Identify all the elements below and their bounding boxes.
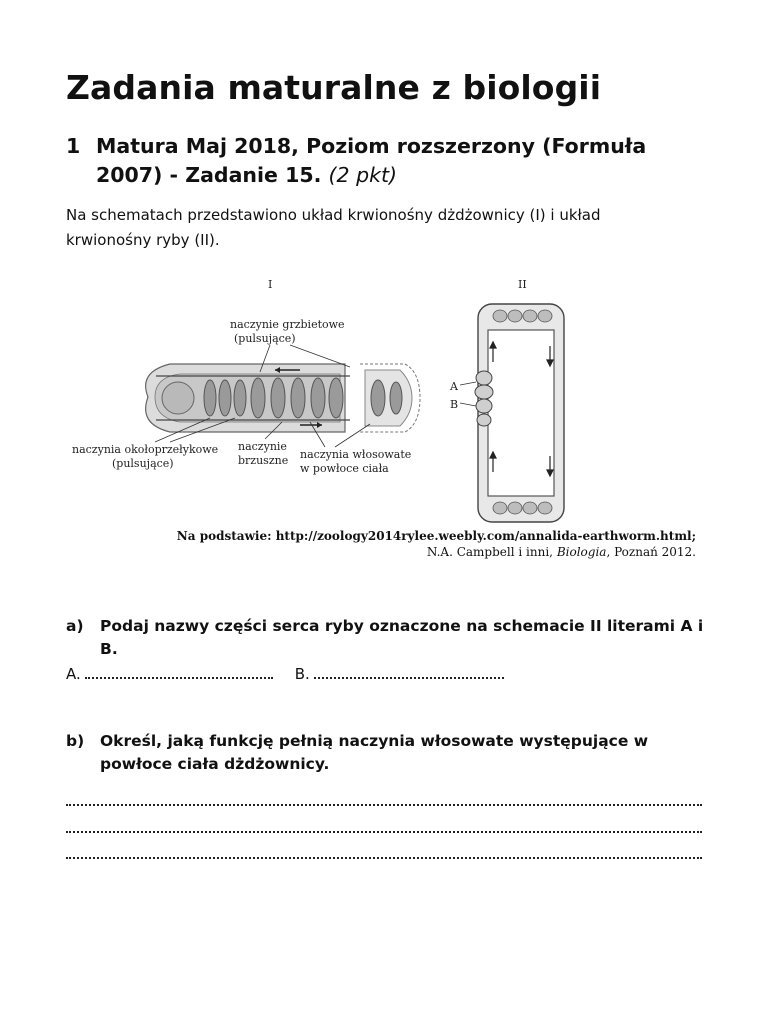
source-authors: N.A. Campbell i inni,: [426, 545, 553, 559]
label-capillaries-1: naczynia włosowate: [300, 448, 412, 461]
answer-line[interactable]: [66, 831, 702, 833]
source-line-2: [177, 544, 696, 560]
task-heading-title: Matura Maj 2018, Poziom rozszerzony (Formuła 2007) - Zadanie 15.: [96, 134, 647, 187]
answer-line[interactable]: [66, 857, 702, 859]
question-b-letter: b): [66, 732, 85, 750]
fish-circulation: [460, 304, 564, 522]
question-a: [66, 615, 706, 661]
answer-A: [66, 663, 273, 683]
label-ventral-2: brzuszne: [238, 454, 289, 467]
figure-source: [177, 528, 696, 560]
source-publisher: , Poznań 2012.: [606, 545, 696, 559]
label-heart-A: A: [450, 380, 458, 393]
label-peripharyngeal: naczynia okołoprzełykowe: [72, 443, 219, 456]
label-heart-B: B: [450, 398, 459, 411]
label-dorsal-note: (pulsujące): [234, 332, 296, 345]
diagram-svg: [60, 272, 710, 564]
source-line-1: Na podstawie: http://zoology2014rylee.weebly.com/annalida-earthworm.html;: [176, 529, 696, 543]
circulatory-diagram: [60, 272, 710, 564]
answer-B: [295, 663, 504, 683]
question-b-text: Określ, jaką funkcję pełnią naczynia włosowate występujące w powłoce ciała dżdżownicy.: [100, 732, 649, 773]
answer-B-label: B.: [294, 665, 310, 683]
task-points: (2 pkt): [328, 163, 398, 187]
label-dorsal-vessel: naczynie grzbietowe: [230, 318, 345, 331]
label-peripharyngeal-note: (pulsujące): [112, 457, 174, 470]
task-intro: Na schematach przedstawiono układ krwionośny dżdżownicy (I) i układ krwionośny ryby (II).: [66, 206, 601, 249]
label-ventral-1: naczynie: [238, 440, 287, 453]
page-title: Zadania maturalne z biologii: [66, 68, 602, 107]
answer-A-field[interactable]: [85, 663, 273, 679]
answer-line[interactable]: [66, 804, 702, 806]
question-a-text: Podaj nazwy części serca ryby oznaczone na schemacie II literami A i B.: [100, 617, 704, 658]
question-a-letter: a): [66, 617, 84, 635]
question-a-answers: [66, 663, 526, 683]
answer-B-field[interactable]: [314, 663, 504, 679]
source-book-title: Biologia: [556, 545, 607, 559]
earthworm-body: [146, 364, 420, 432]
label-I: I: [268, 278, 273, 291]
label-II: II: [518, 278, 527, 291]
task-number: 1: [66, 134, 81, 158]
answer-A-label: A.: [66, 665, 81, 683]
label-capillaries-2: w powłoce ciała: [300, 462, 389, 475]
task-heading-text: [96, 132, 686, 190]
question-b: [66, 730, 706, 776]
task-heading: [66, 132, 686, 190]
